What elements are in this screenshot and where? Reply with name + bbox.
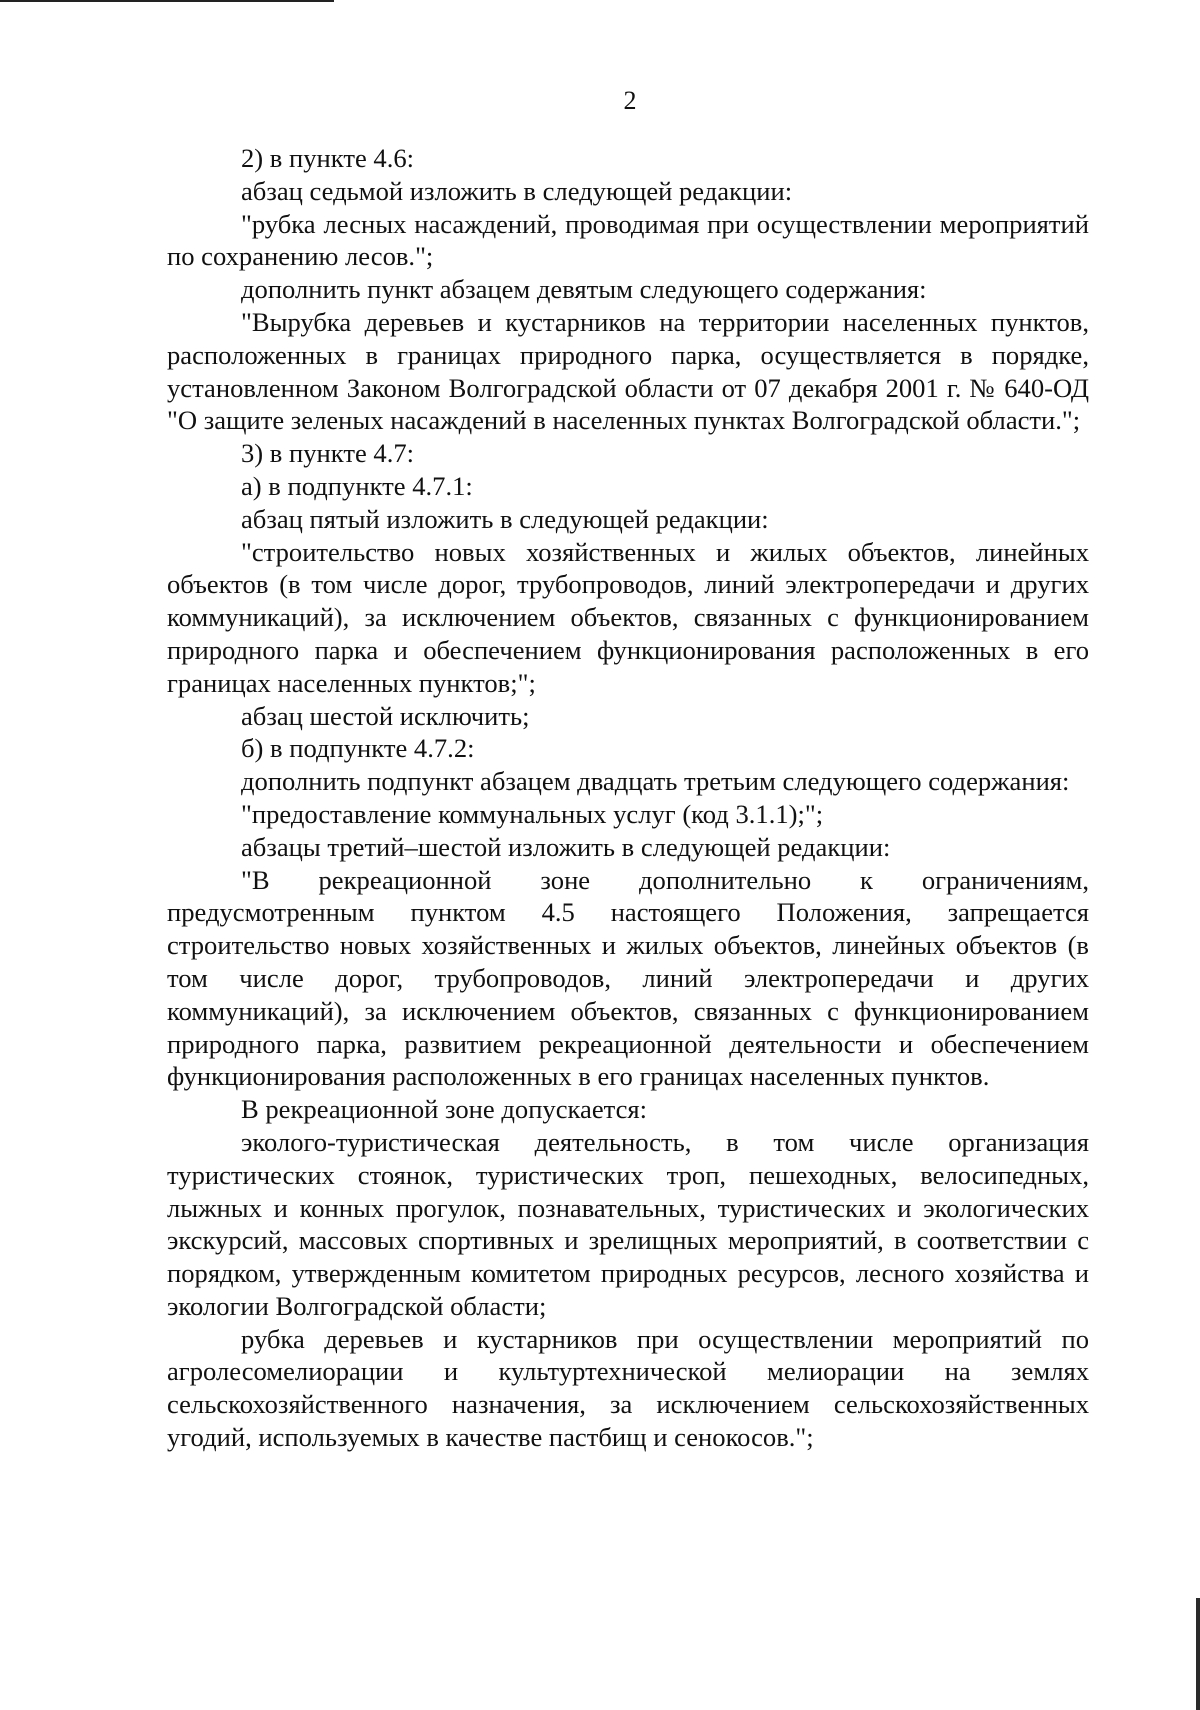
paragraph: дополнить подпункт абзацем двадцать третьим следующего содержания: xyxy=(241,766,1070,797)
paragraph: "предоставление коммунальных услуг (код 3.1.1);"; xyxy=(241,798,824,829)
paragraph: "В рекреационной зоне дополнительно к ограничениям, предусмотренным пунктом 4.5 настоящего Положения, запрещается строительство новых хозяйственных и жилых объектов, линейных объектов (в том числе дорог, трубопроводов, линий электропередачи и других коммуникаций), за исключением объектов, связанных с функционированием природного парка, развитием рекреационной деятельности и обеспечением функционирования расположенных в его границах населенных пунктов. xyxy=(167,864,1089,1092)
paragraph: эколого-туристическая деятельность, в том числе организация туристических стоянок, туристических троп, пешеходных, велосипедных, лыжных и конных прогулок, познавательных, туристических и экологических экскурсий, массовых спортивных и зрелищных мероприятий, в соответствии с порядком, утвержденным комитетом природных ресурсов, лесного хозяйства и экологии Волгоградской области; xyxy=(167,1126,1089,1321)
page-number: 2 xyxy=(623,86,637,115)
paragraph: дополнить пункт абзацем девятым следующего содержания: xyxy=(241,274,927,305)
scan-edge-mark xyxy=(1196,1598,1200,1710)
paragraph: абзац седьмой изложить в следующей редакции: xyxy=(241,175,793,206)
paragraph: б) в подпункте 4.7.2: xyxy=(241,733,475,764)
paragraph: рубка деревьев и кустарников при осуществлении мероприятий по агролесомелиорации и культуртехнической мелиорации на землях сельскохозяйственного назначения, за исключением сельскохозяйственных угодий, используемых в качестве пастбищ и сенокосов."; xyxy=(167,1323,1089,1453)
scan-edge-line xyxy=(0,0,334,2)
paragraph: а) в подпункте 4.7.1: xyxy=(241,470,473,501)
paragraph: "рубка лесных насаждений, проводимая при осуществлении мероприятий по сохранению лесов."; xyxy=(167,208,1089,272)
paragraph: В рекреационной зоне допускается: xyxy=(241,1094,648,1125)
paragraph: "строительство новых хозяйственных и жилых объектов, линейных объектов (в том числе дорог, трубопроводов, линий электропередачи и других коммуникаций), за исключением объектов, связанных с функционированием природного парка и обеспечением функционирования расположенных в его границах населенных пунктов;"; xyxy=(167,536,1089,698)
paragraph: 3) в пункте 4.7: xyxy=(241,438,415,469)
paragraph: абзацы третий–шестой изложить в следующей редакции: xyxy=(241,831,891,862)
paragraph: абзац пятый изложить в следующей редакции: xyxy=(241,503,769,534)
paragraph: 2) в пункте 4.6: xyxy=(241,143,415,173)
document-body xyxy=(167,142,1089,1454)
paragraph: "Вырубка деревьев и кустарников на территории населенных пунктов, расположенных в границах природного парка, осуществляется в порядке, установленном Законом Волгоградской области от 07 декабря 2001 г. № 640-ОД "О защите зеленых насаждений в населенных пунктах Волгоградской области."; xyxy=(167,306,1089,436)
paragraph: абзац шестой исключить; xyxy=(241,700,530,731)
